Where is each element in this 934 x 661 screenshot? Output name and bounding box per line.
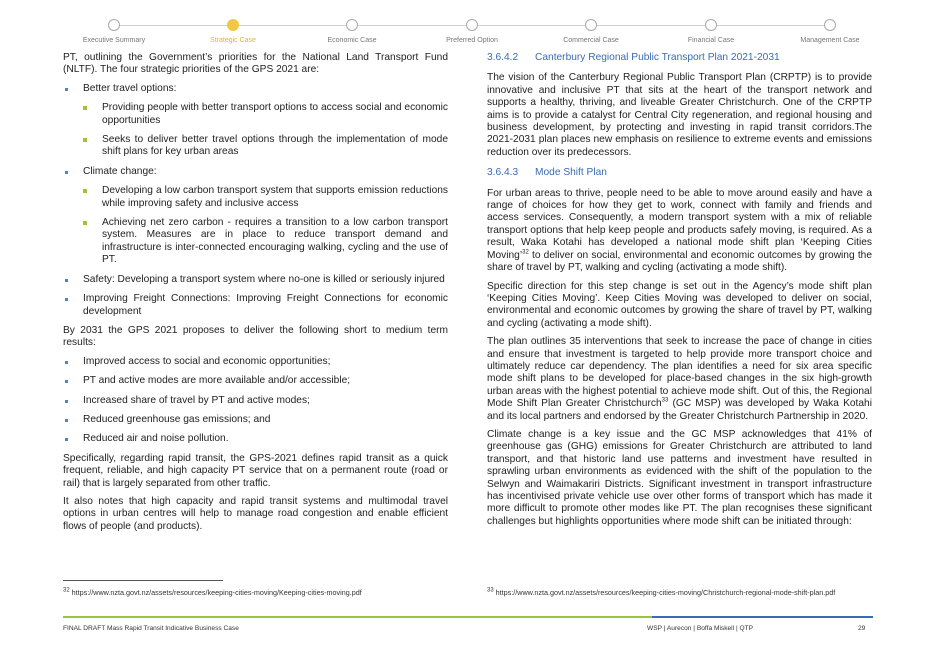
step-label: Preferred Option <box>446 37 498 44</box>
footnote-link[interactable]: https://www.nzta.govt.nz/assets/resources/keeping-cities-moving/Christchurch-regional-mode-shift-plan.pdf <box>493 588 836 597</box>
intro-paragraph: PT, outlining the Government’s priorities for the National Land Transport Fund (NLTF). The four strategic priorities of the GPS 2021 are: <box>63 52 448 76</box>
step-executive-summary[interactable] <box>54 18 174 44</box>
sub-bullet: Seeks to deliver better travel options through the implementation of mode shift plans for key urban areas <box>63 134 448 159</box>
outcome-item: Reduced air and noise pollution. <box>63 433 448 445</box>
priority-climate-change: Climate change: <box>63 166 448 178</box>
step-dot <box>346 19 358 31</box>
step-label: Commercial Case <box>563 37 619 44</box>
footer-partners: WSP | Aurecon | Boffa Miskell | QTP <box>647 625 754 632</box>
heading-number: 3.6.4.2 <box>487 52 519 63</box>
mode-shift-paragraph-3: The plan outlines 35 interventions that seek to increase the pace of change in cities and ensure that investment is targeted to help provide more transport choice and ultimately reduce car dependency. The plan identifies a need for six area specific mode shift plans to be developed for place-based changes in the six high-growth urban areas with the highest potential to achieve mode shift. Out of this, the Regional Mode Shift Plan Greater Christchurch$^{33}$ (GC MSP) was developed by Waka Kotahi and its local partners and endorsed by the Greater Christchurch Partnership in 2020. <box>487 336 872 422</box>
mode-shift-paragraph-2: Specific direction for this step change is set out in the Agency’s mode shift plan ‘Keeping Cities Moving’. Keep Cities Moving was developed to deliver on social, environmental and economic outcomes by growing the share of travel by PT, walking and cycling (activating a mode shift). <box>487 280 872 329</box>
priority-better-travel: Better travel options: <box>63 83 448 95</box>
mode-shift-paragraph-1: For urban areas to thrive, people need to be able to move around easily and have a range of choices for how they get to work, connect with family and friends and access services. Consequently, a modern transport system with a mix of reliable transport options that help keep people and products safely moving, is required. As a result, Waka Kotahi has developed a national mode shift plan ‘Keeping Cities Moving’$^{32}$ to deliver on social, environmental and economic outcomes by growing the share of travel by PT, walking and cycling (activating a mode shift). <box>487 187 872 274</box>
outcome-item: Increased share of travel by PT and active modes; <box>63 395 448 407</box>
step-economic-case[interactable] <box>292 18 412 44</box>
footnote-ref-32[interactable]: 32 <box>522 249 529 256</box>
step-dot <box>705 19 717 31</box>
priority-freight: Improving Freight Connections: Improving Freight Connections for economic development <box>63 293 448 318</box>
sub-bullet: Achieving net zero carbon - requires a transition to a low carbon transport system. Measures are in place to reduce transport demand and infrastructure is inter-connected encouraging walking, cycling and the use of PT. <box>63 217 448 267</box>
section-heading-crptp <box>487 52 872 64</box>
crptp-paragraph: The vision of the Canterbury Regional Public Transport Plan (CRPTP) is to provide innovative and inclusive PT that sits at the heart of the transport network and supports a healthy, thriving, and liveable Greater Christchurch. One of the CRPTP aims is to provide a catalyst for Central City regeneration, and regional housing and business development, by protecting and investing in rapid transit corridors.The 2021-2031 plan places new emphasis on resilience to extreme events and emissions reduction over its predecessors. <box>487 72 872 158</box>
heading-title: Canterbury Regional Public Transport Plan 2021-2031 <box>535 52 780 63</box>
page-number: 29 <box>858 625 866 632</box>
step-label: Executive Summary <box>82 37 146 44</box>
step-dot <box>108 19 120 31</box>
heading-title: Mode Shift Plan <box>535 167 607 179</box>
footnote-link[interactable]: https://www.nzta.govt.nz/assets/resources/keeping-cities-moving/Keeping-cities-moving.pdf <box>69 588 362 597</box>
footer-document-title: FINAL DRAFT Mass Rapid Transit Indicative Business Case <box>63 625 239 632</box>
step-commercial-case[interactable] <box>531 18 651 44</box>
step-dot <box>824 19 836 31</box>
section-heading-mode-shift <box>487 167 872 179</box>
footnote-33: $^{33}$ https://www.nzta.govt.nz/assets/resources/keeping-cities-moving/Christchurch-regional-mode-shift-plan.pdf <box>487 587 836 597</box>
step-management-case[interactable] <box>770 18 890 44</box>
outcome-item: Reduced greenhouse gas emissions; and <box>63 414 448 426</box>
step-label: Economic Case <box>327 37 377 44</box>
step-label: Financial Case <box>687 37 735 44</box>
outcomes-intro: By 2031 the GPS 2021 proposes to deliver the following short to medium term results: <box>63 324 448 349</box>
step-financial-case[interactable] <box>651 18 771 44</box>
right-column <box>487 52 872 534</box>
step-dot <box>466 19 478 31</box>
step-dot <box>585 19 597 31</box>
footer-rule-blue <box>652 616 873 618</box>
footnote-ref-33[interactable]: 33 <box>661 397 669 404</box>
sub-bullet: Providing people with better transport options to access social and economic opportunities <box>63 102 448 127</box>
outcome-item: Improved access to social and economic opportunities; <box>63 356 448 368</box>
section-progress-nav <box>62 18 874 48</box>
left-column <box>63 52 448 539</box>
step-preferred-option[interactable] <box>412 18 532 44</box>
step-label: Strategic Case <box>210 37 256 44</box>
footnote-32: $^{32}$ https://www.nzta.govt.nz/assets/resources/keeping-cities-moving/Keeping-cities-moving.pdf <box>63 587 362 597</box>
step-label: Management Case <box>800 37 860 44</box>
heading-number: 3.6.4.3 <box>487 167 519 179</box>
priority-safety: Safety: Developing a transport system where no-one is killed or seriously injured <box>63 274 448 286</box>
multimodal-paragraph: It also notes that high capacity and rapid transit systems and multimodal travel options in urban centres will help to manage road congestion and enable efficient flows of people (and products). <box>63 495 448 532</box>
step-dot-active <box>227 19 239 31</box>
rapid-transit-paragraph: Specifically, regarding rapid transit, the GPS-2021 defines rapid transit as a quick frequent, reliable, and high capacity PT service that on a permanent route (road or rail) that is largely separated from other traffic. <box>63 452 448 489</box>
outcome-item: PT and active modes are more available and/or accessible; <box>63 375 448 387</box>
footnote-separator <box>63 580 223 581</box>
climate-change-paragraph: Climate change is a key issue and the GC MSP acknowledges that 41% of greenhouse gas (GHG) emissions for Greater Christchurch are attributed to land transport, and that historic land use patterns and investment have resulted in sprawling urban environments as evidenced with the shift of the population to the Selwyn and Waimakariri Districts. Significant investment in transport infrastructure has incentivised private vehicle use over other forms of transport which has made it more difficult to promote other modes like PT. The plan recognises these significant challenges but highlights opportunities where mode shift can be initiated through: <box>487 428 872 527</box>
sub-bullet: Developing a low carbon transport system that supports emission reductions while improving safety and inclusive access <box>63 185 448 210</box>
step-strategic-case[interactable] <box>173 18 293 44</box>
